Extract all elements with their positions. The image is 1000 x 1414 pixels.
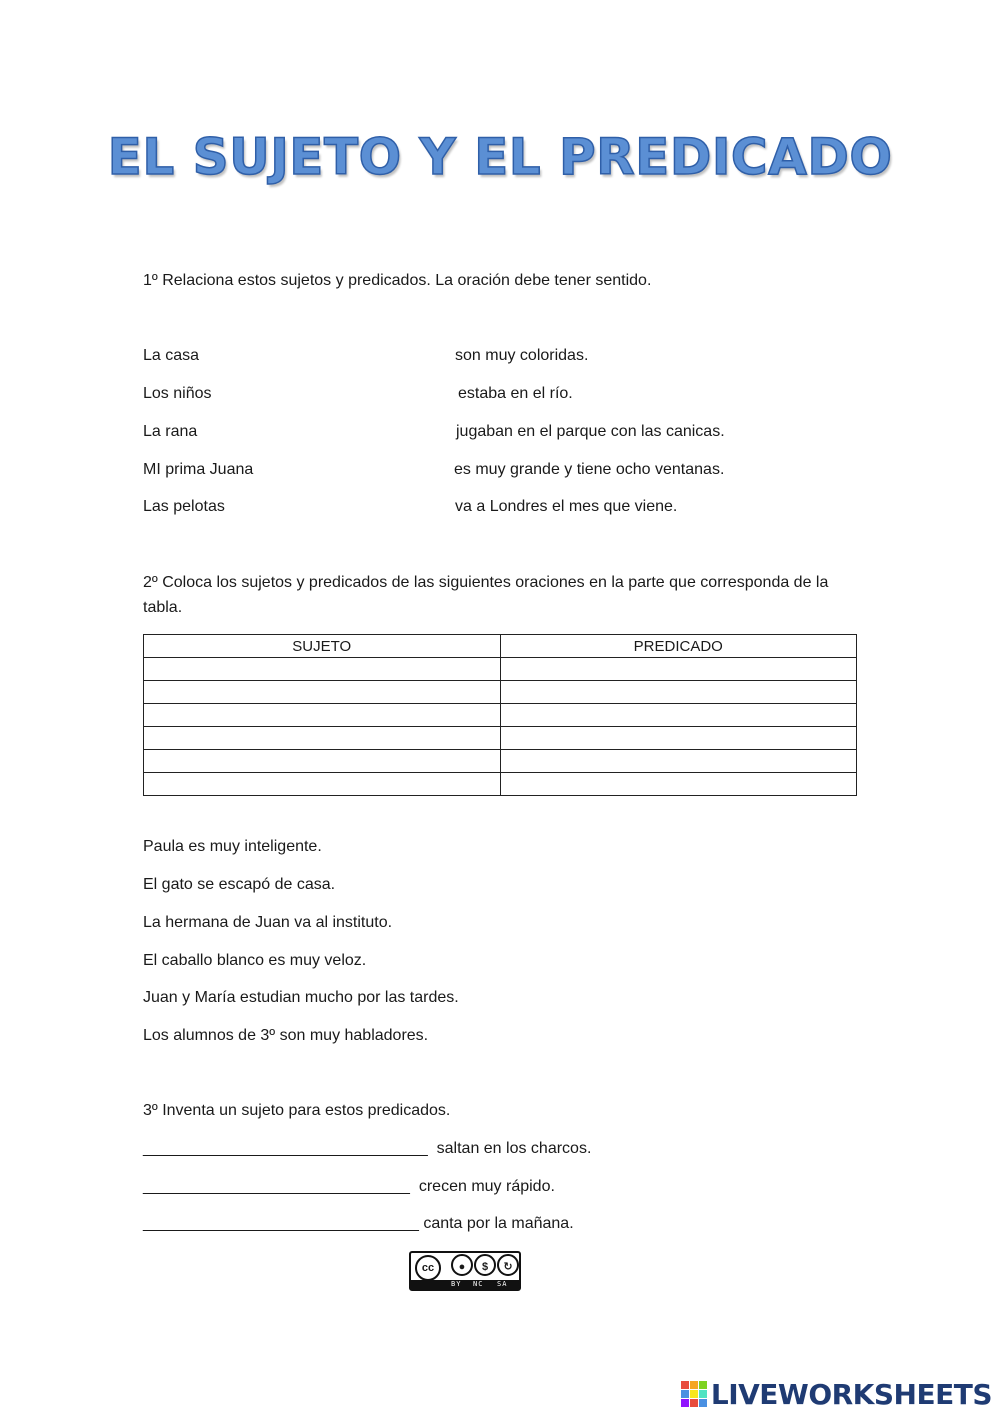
subject-item[interactable]: Las pelotas <box>143 498 225 515</box>
table-header-predicate: PREDICADO <box>500 635 857 658</box>
sentence-item: La hermana de Juan va al instituto. <box>143 914 393 931</box>
subject-cell[interactable] <box>144 773 501 796</box>
sentence-item: Juan y María estudian mucho por las tardes. <box>143 989 459 1006</box>
subject-cell[interactable] <box>144 658 501 681</box>
predicate-cell[interactable] <box>500 727 857 750</box>
table-row <box>144 704 857 727</box>
liveworksheets-wordmark: LIVEWORKSHEETS <box>710 1377 992 1411</box>
subject-cell[interactable] <box>144 681 501 704</box>
license-sa: SA <box>497 1280 508 1288</box>
predicate-cell[interactable] <box>500 773 857 796</box>
predicate-cell[interactable] <box>500 704 857 727</box>
worksheet-title: EL SUJETO Y EL PREDICADO <box>107 128 893 186</box>
subject-cell[interactable] <box>144 750 501 773</box>
cc-icon: cc <box>415 1255 441 1281</box>
license-nc: NC <box>473 1280 484 1288</box>
sentence-item: Paula es muy inteligente. <box>143 838 322 855</box>
exercise-1-instruction: 1º Relaciona estos sujetos y predicados. La oración debe tener sentido. <box>143 272 652 289</box>
table-header-subject: SUJETO <box>144 635 501 658</box>
exercise-2-instruction: 2º Coloca los sujetos y predicados de las siguientes oraciones en la parte que corresponda de la tabla. <box>143 574 829 616</box>
given-predicate: saltan en los charcos. <box>436 1140 592 1157</box>
table-row <box>144 658 857 681</box>
table-row <box>144 773 857 796</box>
predicate-item[interactable]: es muy grande y tiene ocho ventanas. <box>454 461 725 478</box>
subject-item[interactable]: La casa <box>143 347 200 364</box>
attribution-icon: ● <box>451 1254 473 1276</box>
predicate-cell[interactable] <box>500 750 857 773</box>
liveworksheets-logo-icon <box>681 1381 707 1407</box>
subject-predicate-table <box>143 634 857 796</box>
fill-in-line <box>143 1139 591 1159</box>
answer-blank[interactable]: _______________________________ <box>143 1215 419 1232</box>
liveworksheets-logo[interactable] <box>681 1374 992 1414</box>
subject-cell[interactable] <box>144 704 501 727</box>
predicate-item[interactable]: estaba en el río. <box>458 385 573 402</box>
license-by: BY <box>451 1280 462 1288</box>
predicate-item[interactable]: son muy coloridas. <box>455 347 589 364</box>
answer-blank[interactable]: ________________________________ <box>143 1140 428 1157</box>
predicate-cell[interactable] <box>500 681 857 704</box>
exercise-3-instruction: 3º Inventa un sujeto para estos predicados. <box>143 1102 451 1119</box>
fill-in-line <box>143 1214 574 1234</box>
predicate-cell[interactable] <box>500 658 857 681</box>
table-row <box>144 727 857 750</box>
sentence-item: El caballo blanco es muy veloz. <box>143 952 367 969</box>
sentence-item: El gato se escapó de casa. <box>143 876 336 893</box>
answer-blank[interactable]: ______________________________ <box>143 1178 410 1195</box>
noncommercial-icon: $ <box>474 1254 496 1276</box>
subject-item[interactable]: La rana <box>143 423 198 440</box>
sentence-item: Los alumnos de 3º son muy habladores. <box>143 1027 429 1044</box>
subject-cell[interactable] <box>144 727 501 750</box>
table-row <box>144 681 857 704</box>
table-row <box>144 750 857 773</box>
given-predicate: canta por la mañana. <box>423 1215 574 1232</box>
given-predicate: crecen muy rápido. <box>418 1178 555 1195</box>
fill-in-line <box>143 1177 555 1197</box>
predicate-item[interactable]: jugaban en el parque con las canicas. <box>456 423 725 440</box>
creative-commons-badge <box>409 1251 521 1291</box>
subject-item[interactable]: MI prima Juana <box>143 461 254 478</box>
subject-item[interactable]: Los niños <box>143 385 212 402</box>
predicate-item[interactable]: va a Londres el mes que viene. <box>455 498 678 515</box>
sharealike-icon: ↻ <box>497 1254 519 1276</box>
